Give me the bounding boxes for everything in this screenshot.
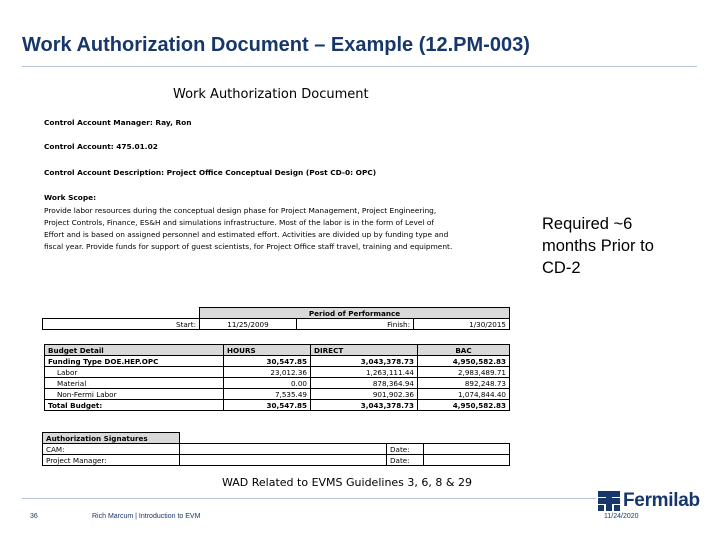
finish-value: 1/30/2015 — [414, 319, 510, 330]
side-note-line: months Prior to — [542, 237, 654, 255]
work-scope-line: Project Controls, Finance, ES&H and simulations infrastructure. Most of the labor is in the form of Level of — [44, 218, 435, 227]
wad-document — [40, 80, 518, 530]
budget-row-label: Funding Type DOE.HEP.OPC — [45, 356, 224, 367]
budget-direct: 878,364.94 — [311, 378, 418, 389]
side-note-line: CD-2 — [542, 259, 581, 277]
signature-date-label: Date: — [387, 444, 424, 455]
budget-hours: 7,535.49 — [224, 389, 311, 400]
side-note-line: Required ~6 — [542, 215, 633, 233]
performance-table — [42, 307, 510, 330]
work-scope-line: Effort and is based on assigned personnel and estimated effort. Activities are divided up by funding type and — [44, 230, 449, 239]
budget-bac: 1,074,844.40 — [418, 389, 510, 400]
budget-bac: 2,983,489.71 — [418, 367, 510, 378]
start-label: Start: — [43, 319, 200, 330]
budget-hours: 0.00 — [224, 378, 311, 389]
caption: WAD Related to EVMS Guidelines 3, 6, 8 & 29 — [222, 476, 472, 489]
signatures-header: Authorization Signatures — [43, 433, 180, 444]
budget-row-label: Labor — [45, 367, 224, 378]
budget-hours: 30,547.85 — [224, 356, 311, 367]
footer-date: 11/24/2020 — [604, 513, 639, 520]
budget-column-header: Budget Detail — [45, 345, 224, 356]
start-value: 11/25/2009 — [200, 319, 297, 330]
control-account-description: Control Account Description: Project Office Conceptual Design (Post CD-0: OPC) — [44, 168, 377, 177]
signature-label: Project Manager: — [43, 455, 180, 466]
side-note — [542, 213, 702, 279]
table-row — [45, 378, 510, 389]
control-account: Control Account: 475.01.02 — [44, 142, 158, 151]
slide-title: Work Authorization Document – Example (12.PM-003) — [22, 34, 530, 56]
signature-row — [43, 444, 510, 455]
table-row-total — [45, 400, 510, 411]
budget-direct: 3,043,378.73 — [311, 356, 418, 367]
budget-direct: 1,263,111.44 — [311, 367, 418, 378]
budget-table — [44, 344, 510, 411]
table-row — [45, 367, 510, 378]
control-account-manager: Control Account Manager: Ray, Ron — [44, 118, 192, 127]
signature-row — [43, 455, 510, 466]
budget-bac: 4,950,582.83 — [418, 356, 510, 367]
footer-divider — [22, 498, 596, 499]
total-hours: 30,547.85 — [224, 400, 311, 411]
work-scope-text — [44, 205, 510, 253]
total-bac: 4,950,582.83 — [418, 400, 510, 411]
finish-label: Finish: — [297, 319, 414, 330]
budget-row-label: Material — [45, 378, 224, 389]
work-scope-line: Provide labor resources during the conceptual design phase for Project Management, Project Engineering, — [44, 206, 437, 215]
document-title: Work Authorization Document — [173, 87, 369, 102]
table-row — [45, 389, 510, 400]
logo-text: Fermilab — [623, 490, 700, 511]
signatures-table — [42, 432, 510, 466]
fermilab-logo — [598, 490, 700, 512]
total-direct: 3,043,378.73 — [311, 400, 418, 411]
total-label: Total Budget: — [45, 400, 224, 411]
budget-row-label: Non-Fermi Labor — [45, 389, 224, 400]
work-scope-label: Work Scope: — [44, 193, 97, 202]
performance-header: Period of Performance — [200, 308, 510, 319]
budget-hours: 23,012.36 — [224, 367, 311, 378]
footer-presenter: Rich Marcum | Introduction to EVM — [92, 513, 201, 520]
signature-label: CAM: — [43, 444, 180, 455]
work-scope-line: fiscal year. Provide funds for support of guest scientists, for Project Office staff travel, training and equipment. — [44, 242, 453, 251]
table-row — [45, 356, 510, 367]
budget-direct: 901,902.36 — [311, 389, 418, 400]
fermilab-logo-icon — [598, 491, 620, 511]
budget-column-header: BAC — [418, 345, 510, 356]
budget-bac: 892,248.73 — [418, 378, 510, 389]
signature-date-label: Date: — [387, 455, 424, 466]
budget-column-header: DIRECT — [311, 345, 418, 356]
title-divider — [22, 66, 697, 67]
page-number: 36 — [30, 513, 38, 520]
budget-column-header: HOURS — [224, 345, 311, 356]
